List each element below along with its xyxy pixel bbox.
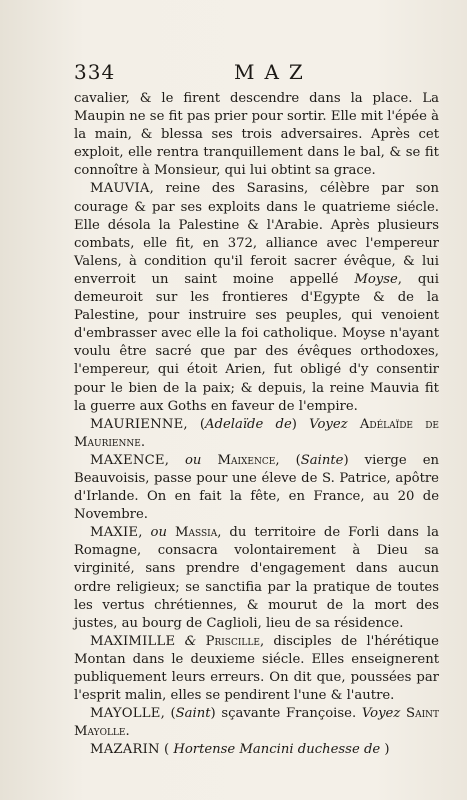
text-segment: Voyez bbox=[361, 706, 401, 722]
text-segment: Adelaïde de bbox=[204, 416, 292, 432]
text-segment: cavalier, & le firent descendre dans la place. La Maupin ne se fit pas prier pour sortir. Elle mit l'épée à la main, & blessa ses trois adversaires. Après cet exploit, elle rentra tranquillement dans le bal, & se fit connoître à Monsieur, qui lui obtint sa grace. bbox=[74, 91, 439, 179]
text-segment: , bbox=[138, 525, 151, 541]
running-head: MAZ bbox=[234, 60, 313, 84]
text-segment bbox=[201, 453, 217, 468]
text-segment: Massia bbox=[174, 525, 218, 541]
text-segment: MAYOLLE bbox=[90, 706, 161, 722]
text-segment: Priscille bbox=[205, 633, 260, 649]
text-segment: Adélaïde de Maurienne bbox=[74, 416, 439, 450]
text-segment: Sainte bbox=[300, 452, 344, 468]
text-segment: , disciples de l'hérétique Montan dans le deuxieme siécle. Elles enseignerent publiquement leurs erreurs. On dit que, poussées par l'esprit malin, elles se pendirent l'une & l'autre. bbox=[74, 633, 439, 704]
text-segment: MAZARIN bbox=[90, 742, 160, 758]
text-segment: & bbox=[184, 633, 197, 649]
text-segment bbox=[175, 634, 184, 649]
text-segment bbox=[167, 525, 175, 540]
text-segment: MAXENCE bbox=[90, 452, 165, 468]
text-segment: , du territoire de Forli dans la Romagne, consacra volontairement à Dieu sa virginité, sans prendre d'engagement dans aucun ordre religieux; se sanctifia par la pratique de toutes les vertus chrétiennes, & mourut de la mort des justes, au bourg de Caglioli, lieu de sa résidence. bbox=[74, 525, 439, 631]
text-segment: ) bbox=[380, 742, 390, 758]
text-segment: , ( bbox=[183, 416, 205, 432]
text-segment: , ( bbox=[160, 706, 176, 722]
entry-mauvia bbox=[74, 180, 439, 415]
text-segment: , reine des Sarasins, célèbre par son courage & par ses exploits dans le quatrieme siécle. Elle désola la Palestine & l'Arabie. Après plusieurs combats, elle fit, en 372, alliance avec l'empereur Valens, à condition qu'il feroit sacrer évêque, & lui enverroit un saint moine appellé bbox=[74, 181, 439, 287]
text-segment: . bbox=[125, 724, 130, 740]
text-segment: ( bbox=[159, 742, 174, 758]
text-segment: Saint bbox=[175, 706, 211, 722]
text-segment: , bbox=[164, 452, 185, 468]
text-segment: , qui demeuroit sur les frontieres d'Egypte & de la Palestine, pour instruire ses peuples, qui venoient d'embrasser avec elle la foi catholique. Moyse n'ayant voulu être sacré que par des évêques orthodoxes, l'empereur, qui étoit Arien, fut obligé d'y consentir pour le bien de la paix; & depuis, la reine Mauvia fit la guerre aux Goths en faveur de l'empire. bbox=[74, 271, 439, 414]
text-segment: MAXIE bbox=[90, 525, 139, 541]
entry-mayolle bbox=[74, 705, 439, 741]
text-segment: ou bbox=[150, 525, 167, 541]
entry-maxence bbox=[74, 452, 439, 524]
text-segment: Maixence bbox=[217, 452, 276, 468]
page-number: 334 bbox=[74, 60, 116, 84]
text-segment: Voyez bbox=[309, 416, 348, 432]
text-segment: Moyse bbox=[354, 271, 398, 287]
dictionary-text bbox=[74, 90, 439, 759]
entry-maxie bbox=[74, 524, 439, 633]
text-segment: ou bbox=[184, 452, 202, 468]
text-segment: Saint Mayolle bbox=[74, 706, 439, 740]
text-segment bbox=[348, 417, 360, 432]
text-segment: ) vierge en Beauvoisis, passe pour une éleve de S. Patrice, apôtre d'Irlande. On en fait la fête, en France, au 20 de Novembre. bbox=[74, 452, 439, 523]
text-segment: MAUVIA bbox=[90, 181, 150, 197]
text-segment: ) sçavante Françoise. bbox=[210, 706, 362, 722]
text-segment: . bbox=[140, 434, 146, 450]
text-segment: ) bbox=[291, 416, 310, 432]
text-segment bbox=[196, 634, 205, 649]
text-segment: MAXIMILLE bbox=[90, 633, 176, 649]
text-segment: Hortense Mancini duchesse de bbox=[173, 742, 381, 758]
text-segment: , ( bbox=[275, 452, 301, 468]
entry-mazarin bbox=[74, 741, 439, 759]
entry-maximille bbox=[74, 633, 439, 705]
entry-maurienne bbox=[74, 416, 439, 452]
paragraph-continuation bbox=[74, 90, 439, 180]
page-header bbox=[74, 60, 439, 86]
text-segment: MAURIENNE bbox=[90, 416, 184, 432]
